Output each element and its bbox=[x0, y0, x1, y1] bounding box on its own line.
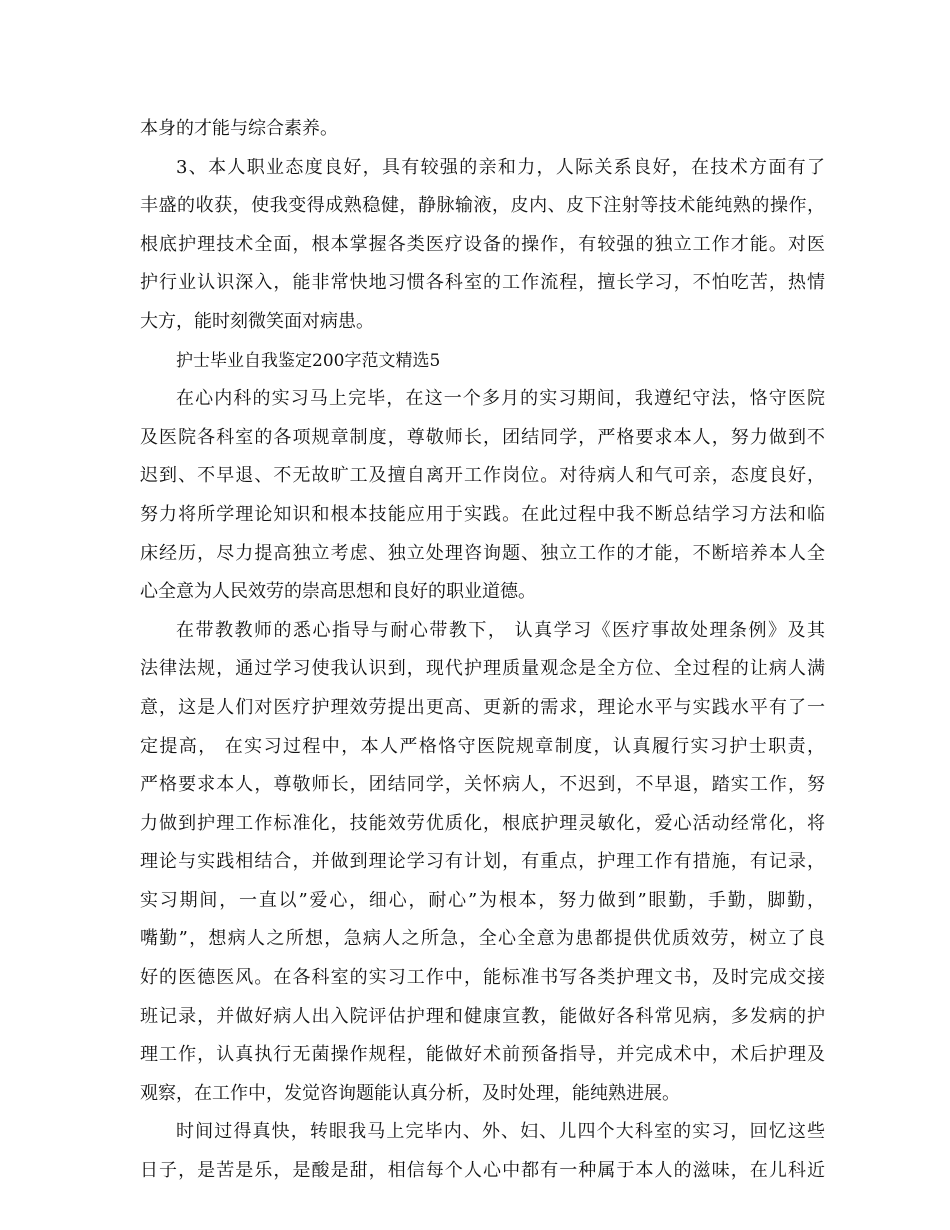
paragraph bbox=[140, 110, 825, 149]
text-line: 日子，是苦是乐，是酸是甜，相信每个人心中都有一种属于本人的滋味，在儿科近 bbox=[140, 1160, 825, 1182]
text-line: 努力将所学理论知识和根本技能应用于实践。在此过程中我不断总结学习方法和临 bbox=[140, 503, 825, 525]
text-line: 法律法规，通过学习使我认识到，现代护理质量观念是全方位、全过程的让病人满 bbox=[140, 658, 825, 680]
text-line: 迟到、不早退、不无故旷工及擅自离开工作岗位。对待病人和气可亲，态度良好， bbox=[140, 465, 825, 487]
text-line: 心全意为人民效劳的崇高思想和良好的职业道德。 bbox=[140, 581, 536, 603]
text-line: 丰盛的收获，使我变得成熟稳健，静脉输液，皮内、皮下注射等技术能纯熟的操作， bbox=[140, 195, 825, 217]
section-heading bbox=[140, 342, 825, 381]
text-line: 时间过得真快，转眼我马上完毕内、外、妇、儿四个大科室的实习，回忆这些 bbox=[176, 1121, 825, 1143]
text-line: 在带教教师的悉心指导与耐心带教下， 认真学习《医疗事故处理条例》及其 bbox=[176, 619, 825, 641]
text-line: 本身的才能与综合素养。 bbox=[140, 118, 338, 139]
text-line: 实习期间，一直以”爱心，细心，耐心”为根本，努力做到”眼勤，手勤，脚勤， bbox=[140, 889, 825, 911]
text-line: 大方，能时刻微笑面对病患。 bbox=[140, 310, 374, 332]
text-line: 嘴勤”，想病人之所想，急病人之所急，全心全意为患都提供优质效劳，树立了良 bbox=[140, 928, 825, 950]
text-line: 护行业认识深入，能非常快地习惯各科室的工作流程，擅长学习，不怕吃苦，热情 bbox=[140, 272, 825, 294]
text-line: 理论与实践相结合，并做到理论学习有计划，有重点，护理工作有措施，有记录， bbox=[140, 851, 825, 873]
text-line: 根底护理技术全面，根本掌握各类医疗设备的操作，有较强的独立工作才能。对医 bbox=[140, 233, 825, 255]
document-page bbox=[140, 110, 825, 1191]
text-line: 观察，在工作中，发觉咨询题能认真分析，及时处理，能纯熟进展。 bbox=[140, 1082, 680, 1104]
text-line: 理工作，认真执行无菌操作规程，能做好术前预备指导，并完成术中，术后护理及 bbox=[140, 1044, 825, 1066]
text-line: 力做到护理工作标准化，技能效劳优质化，根底护理灵敏化，爱心活动经常化，将 bbox=[140, 812, 825, 834]
text-line: 在心内科的实习马上完毕，在这一个多月的实习期间，我遵纪守法，恪守医院 bbox=[176, 388, 825, 410]
paragraph bbox=[140, 1113, 825, 1190]
text-line: 床经历，尽力提高独立考虑、独立处理咨询题、独立工作的才能，不断培养本人全 bbox=[140, 542, 825, 564]
paragraph bbox=[140, 380, 825, 612]
text-line: 3、本人职业态度良好，具有较强的亲和力，人际关系良好，在技术方面有了 bbox=[176, 156, 825, 178]
text-line: 班记录，并做好病人出入院评估护理和健康宣教，能做好各科常见病，多发病的护 bbox=[140, 1005, 825, 1027]
text-line: 严格要求本人，尊敬师长，团结同学，关怀病人，不迟到，不早退，踏实工作，努 bbox=[140, 774, 825, 796]
text-line: 定提高， 在实习过程中，本人严格恪守医院规章制度，认真履行实习护士职责， bbox=[140, 735, 825, 757]
paragraph bbox=[140, 612, 825, 1114]
paragraph bbox=[140, 149, 825, 342]
text-line: 意，这是人们对医疗护理效劳提出更高、更新的需求，理论水平与实践水平有了一 bbox=[140, 696, 825, 718]
text-line: 好的医德医风。在各科室的实习工作中，能标准书写各类护理文书，及时完成交接 bbox=[140, 967, 825, 989]
text-line: 护士毕业自我鉴定200字范文精选5 bbox=[176, 350, 441, 371]
text-line: 及医院各科室的各项规章制度，尊敬师长，团结同学，严格要求本人，努力做到不 bbox=[140, 426, 825, 448]
